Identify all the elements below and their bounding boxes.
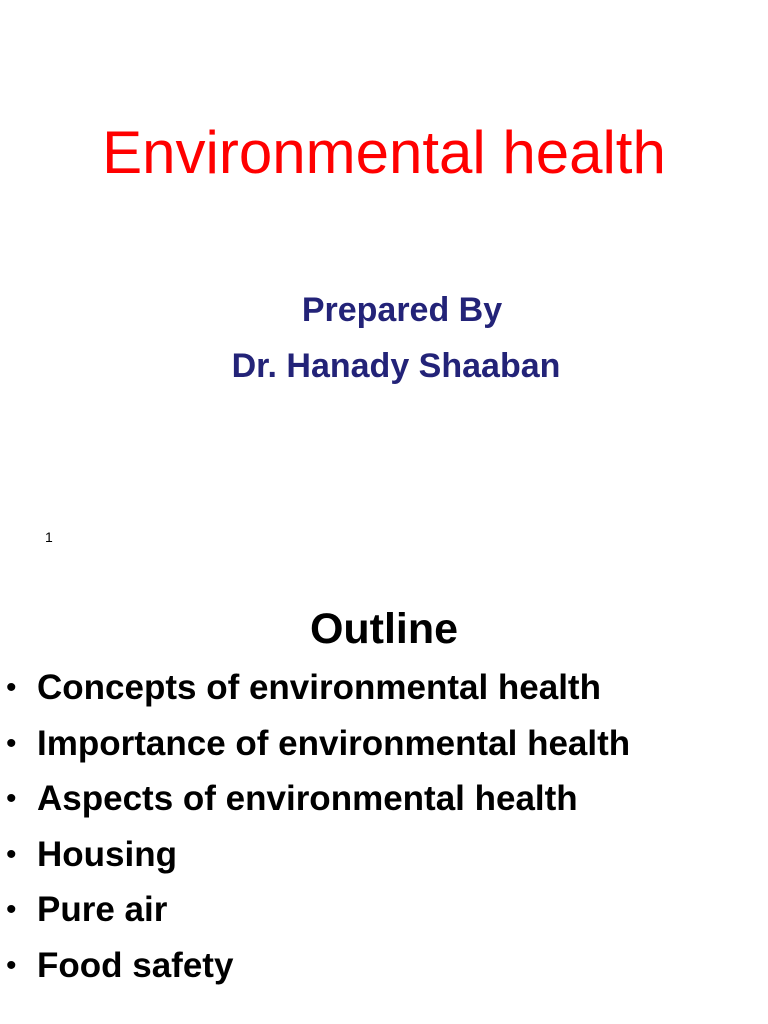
outline-slide: [0, 576, 768, 1024]
list-item-text: Housing: [37, 834, 177, 874]
page-number: 1: [45, 529, 53, 545]
bullet-icon: •: [6, 948, 17, 982]
prepared-by-label: Prepared By: [301, 291, 503, 329]
slide-title: Environmental health: [102, 119, 666, 186]
list-item-text: Concepts of environmental health: [37, 668, 601, 707]
bullet-icon: •: [6, 837, 17, 871]
bullet-icon: •: [6, 726, 17, 760]
list-item-text: Importance of environmental health: [37, 723, 631, 763]
author-name: Dr. Hanady Shaaban: [231, 347, 561, 385]
list-item-text: Food safety: [37, 945, 234, 985]
bullet-icon: •: [6, 671, 17, 704]
bullet-icon: •: [6, 782, 17, 816]
list-item-text: Pure air: [37, 890, 168, 930]
outline-title: Outline: [309, 605, 459, 653]
bullet-icon: •: [6, 893, 17, 927]
list-item-text: Aspects of environmental health: [37, 779, 578, 819]
